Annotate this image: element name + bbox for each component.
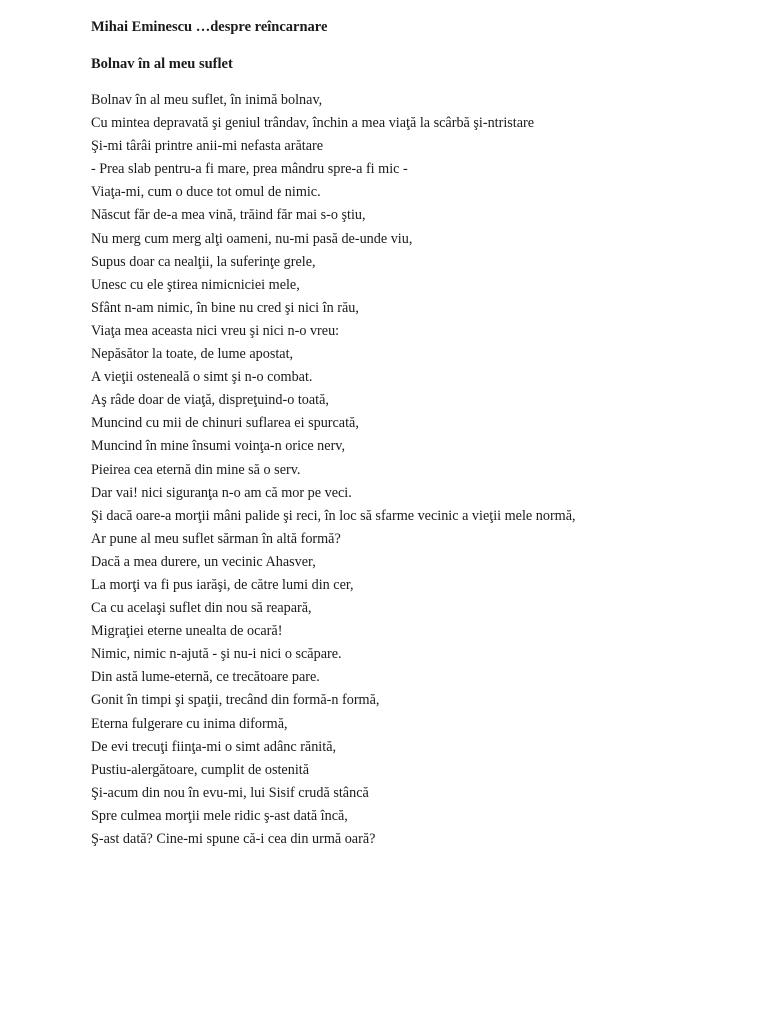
poem-line: Gonit în timpi şi spaţii, trecând din formă-n formă, xyxy=(91,692,380,709)
poem-line: Bolnav în al meu suflet, în inimă bolnav, xyxy=(91,92,323,108)
poem-line: - Prea slab pentru-a fi mare, prea mândru spre-a fi mic - xyxy=(91,161,408,178)
poem-line: Muncind cu mii de chinuri suflarea ei spurcată, xyxy=(91,415,359,432)
poem-line: Aş râde doar de viaţă, dispreţuind-o toată, xyxy=(91,392,329,409)
poem-line: Pustiu-alergătoare, cumplit de ostenită xyxy=(91,761,310,778)
poem-body xyxy=(91,90,751,852)
poem-line: Ar pune al meu suflet sărman în altă formă? xyxy=(91,530,341,547)
poem-line: Ca cu acelaşi suflet din nou să reapară, xyxy=(91,600,312,617)
poem-line: Nu merg cum merg alţi oameni, nu-mi pasă de-unde viu, xyxy=(91,230,413,247)
poem-line: Născut făr de-a mea vină, trăind făr mai s-o ştiu, xyxy=(91,207,366,224)
poem-line: Spre culmea morţii mele ridic ş-ast dată încă, xyxy=(91,807,348,824)
poem-title: Bolnav în al meu suflet xyxy=(91,56,233,72)
poem-line: Eterna fulgerare cu inima diformă, xyxy=(91,715,288,732)
poem-line: Sfânt n-am nimic, în bine nu cred şi nici în rău, xyxy=(91,299,359,316)
poem-line: Viaţa-mi, cum o duce tot omul de nimic. xyxy=(91,184,321,201)
poem-line: Viaţa mea aceasta nici vreu şi nici n-o vreu: xyxy=(91,322,340,339)
poem-line: Unesc cu ele ştirea nimicniciei mele, xyxy=(91,276,300,293)
poem-line: Nimic, nimic n-ajută - şi nu-i nici o scăpare. xyxy=(91,646,342,663)
poem-line: De evi trecuţi fiinţa-mi o simt adânc rănită, xyxy=(91,738,337,755)
poem-line: Ş-ast dată? Cine-mi spune că-i cea din urmă oară? xyxy=(91,831,376,847)
poem-line: Din astă lume-eternă, ce trecătoare pare. xyxy=(91,669,320,686)
poem-line: Cu mintea depravată şi geniul trândav, închin a mea viaţă la scârbă şi-ntristare xyxy=(91,115,535,132)
poem-line: Muncind în mine însumi voinţa-n orice nerv, xyxy=(91,438,346,455)
poem-line: Şi-acum din nou în evu-mi, lui Sisif crudă stâncă xyxy=(91,784,369,801)
poem-line: Migraţiei eterne unealta de ocară! xyxy=(91,623,283,640)
poem-line: Dacă a mea durere, un vecinic Ahasver, xyxy=(91,553,316,570)
poem-line: Pieirea cea eternă din mine să o serv. xyxy=(91,461,301,478)
poem-line: A vieţii osteneală o simt şi n-o combat. xyxy=(91,369,313,386)
document-title: Mihai Eminescu …despre reîncarnare xyxy=(91,19,328,35)
poem-line: Şi-mi târâi printre anii-mi nefasta arătare xyxy=(91,138,324,155)
poem-line: La morţi va fi pus iarăşi, de către lumi din cer, xyxy=(91,576,354,593)
poem-line: Supus doar ca nealţii, la suferinţe grele, xyxy=(91,253,316,270)
poem-line: Şi dacă oare-a morţii mâni palide şi reci, în loc să sfarme vecinic a vieţii mele normă, xyxy=(91,507,576,524)
poem-line: Dar vai! nici siguranţa n-o am că mor pe veci. xyxy=(91,484,352,501)
poem-line: Nepăsător la toate, de lume apostat, xyxy=(91,346,294,363)
